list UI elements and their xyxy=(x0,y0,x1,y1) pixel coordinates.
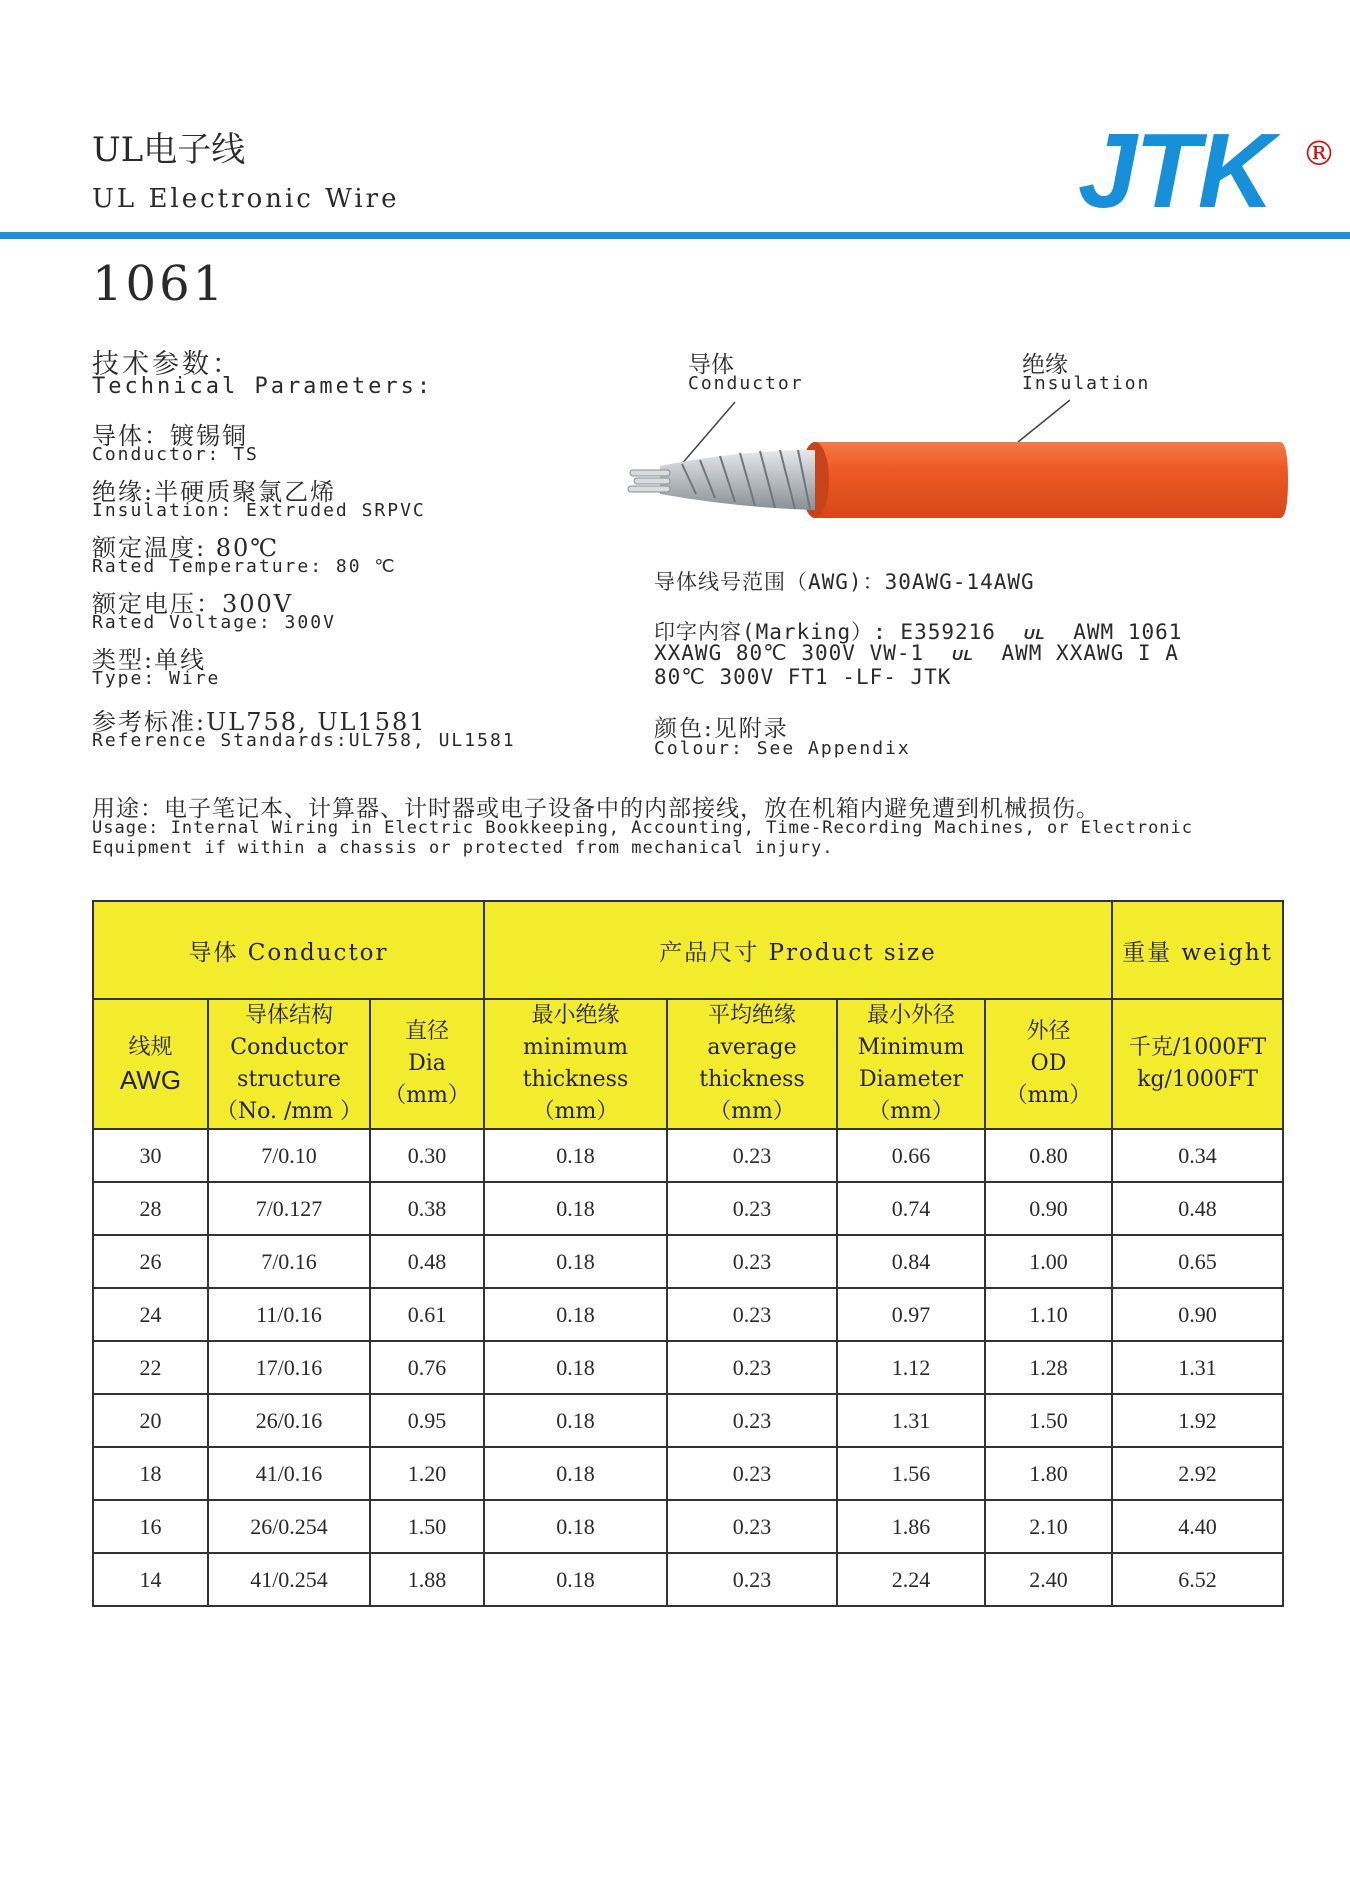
cell-awg: 18 xyxy=(93,1447,208,1500)
model-number: 1061 xyxy=(92,256,227,312)
cell-min-thickness: 0.18 xyxy=(484,1341,667,1394)
col-header-od xyxy=(985,999,1112,1129)
cell-od: 1.28 xyxy=(985,1341,1112,1394)
table-group-header-row xyxy=(93,901,1283,999)
colour-en: Colour: See Appendix xyxy=(654,738,911,759)
cell-min-diameter: 1.56 xyxy=(837,1447,985,1500)
cell-avg-thickness: 0.23 xyxy=(667,1500,837,1553)
diagram-insulation-cn: 绝缘 xyxy=(1022,352,1068,378)
cell-dia: 0.38 xyxy=(370,1182,484,1235)
col-header-line: 线规 xyxy=(128,1035,173,1060)
cell-awg: 16 xyxy=(93,1500,208,1553)
col-header-structure xyxy=(208,999,370,1129)
group-header-weight: 重量 weight xyxy=(1112,901,1283,999)
cell-weight: 0.34 xyxy=(1112,1129,1283,1182)
diagram-conductor-en: Conductor xyxy=(688,373,804,394)
spec-table xyxy=(92,900,1284,1607)
marking-line-2 xyxy=(654,641,1179,665)
registered-mark: ® xyxy=(1302,134,1336,174)
col-header-line: Dia xyxy=(408,1051,446,1076)
cell-avg-thickness: 0.23 xyxy=(667,1341,837,1394)
cell-dia: 0.76 xyxy=(370,1341,484,1394)
table-row xyxy=(93,1447,1283,1500)
cell-weight: 0.65 xyxy=(1112,1235,1283,1288)
col-header-line: thickness xyxy=(699,1067,805,1092)
table-row xyxy=(93,1394,1283,1447)
cell-min-thickness: 0.18 xyxy=(484,1129,667,1182)
cell-min-diameter: 0.74 xyxy=(837,1182,985,1235)
cell-weight: 0.90 xyxy=(1112,1288,1283,1341)
params-heading-en: Technical Parameters: xyxy=(92,374,434,399)
cell-avg-thickness: 0.23 xyxy=(667,1182,837,1235)
cell-min-diameter: 1.31 xyxy=(837,1394,985,1447)
page-title-en: UL Electronic Wire xyxy=(92,184,400,214)
usage-en-line-2: Equipment if within a chassis or protected from mechanical injury. xyxy=(92,838,834,858)
table-row xyxy=(93,1500,1283,1553)
cell-awg: 20 xyxy=(93,1394,208,1447)
param-insulation-cn: 绝缘:半硬质聚氯乙烯 xyxy=(92,478,337,506)
cell-od: 1.50 xyxy=(985,1394,1112,1447)
usage-cn: 用途：电子笔记本、计算器、计时器或电子设备中的内部接线，放在机箱内避免遭到机械损伤。 xyxy=(92,796,1100,822)
cell-dia: 1.88 xyxy=(370,1553,484,1606)
marking-line-3: 80℃ 300V FT1 -LF- JTK xyxy=(654,665,952,689)
cell-awg: 22 xyxy=(93,1341,208,1394)
col-header-line: kg/1000FT xyxy=(1137,1067,1258,1092)
col-header-min-thickness xyxy=(484,999,667,1129)
cell-min-thickness: 0.18 xyxy=(484,1553,667,1606)
cell-structure: 7/0.10 xyxy=(208,1129,370,1182)
col-header-line: Conductor xyxy=(230,1035,348,1060)
cell-od: 0.80 xyxy=(985,1129,1112,1182)
params-heading-cn: 技术参数： xyxy=(92,349,242,380)
marking-text-2: XXAWG 80℃ 300V VW-1 xyxy=(654,641,925,665)
cell-structure: 26/0.254 xyxy=(208,1500,370,1553)
table-row xyxy=(93,1182,1283,1235)
col-header-dia xyxy=(370,999,484,1129)
cell-avg-thickness: 0.23 xyxy=(667,1235,837,1288)
col-header-line: 平均绝缘 xyxy=(707,1003,796,1028)
cell-weight: 0.48 xyxy=(1112,1182,1283,1235)
col-header-line: 最小外径 xyxy=(866,1003,955,1028)
cell-avg-thickness: 0.23 xyxy=(667,1129,837,1182)
brand-logo: JTK xyxy=(1078,112,1273,230)
param-insulation-en: Insulation: Extruded SRPVC xyxy=(92,500,426,521)
col-header-line: Diameter xyxy=(858,1067,964,1092)
param-type-cn: 类型:单线 xyxy=(92,646,207,674)
cell-dia: 0.95 xyxy=(370,1394,484,1447)
cell-awg: 14 xyxy=(93,1553,208,1606)
ul-recognized-icon: UL xyxy=(951,647,974,664)
awg-range: 导体线号范围（AWG)：30AWG-14AWG xyxy=(654,570,1035,594)
col-header-line: 导体结构 xyxy=(244,1003,333,1028)
cell-structure: 41/0.16 xyxy=(208,1447,370,1500)
col-header-line: 直径 xyxy=(404,1019,449,1044)
cell-structure: 11/0.16 xyxy=(208,1288,370,1341)
cell-od: 1.80 xyxy=(985,1447,1112,1500)
col-header-line: 千克/1000FT xyxy=(1128,1035,1267,1060)
marking-text-2-tail: AWM XXAWG I A xyxy=(1001,641,1179,665)
cell-awg: 24 xyxy=(93,1288,208,1341)
col-header-line: （No. /mm ） xyxy=(215,1099,363,1124)
cell-avg-thickness: 0.23 xyxy=(667,1447,837,1500)
param-temperature-cn: 额定温度: 80℃ xyxy=(92,534,280,562)
cell-awg: 28 xyxy=(93,1182,208,1235)
col-header-line: structure xyxy=(237,1067,341,1092)
usage-en-line-1: Usage: Internal Wiring in Electric Bookkeeping, Accounting, Time-Recording Machines, or Electronic xyxy=(92,818,1194,838)
col-header-line: （mm） xyxy=(532,1099,619,1124)
cell-dia: 0.61 xyxy=(370,1288,484,1341)
cell-structure: 7/0.16 xyxy=(208,1235,370,1288)
group-header-product-size: 产品尺寸 Product size xyxy=(484,901,1112,999)
cell-min-thickness: 0.18 xyxy=(484,1394,667,1447)
diagram-insulation-en: Insulation xyxy=(1022,373,1151,394)
col-header-line: minimum xyxy=(523,1035,628,1060)
col-header-weight xyxy=(1112,999,1283,1129)
param-standards-cn: 参考标准:UL758, UL1581 xyxy=(92,708,427,736)
cell-od: 1.10 xyxy=(985,1288,1112,1341)
cell-min-diameter: 2.24 xyxy=(837,1553,985,1606)
col-header-line: OD xyxy=(1030,1051,1067,1076)
param-voltage-en: Rated Voltage: 300V xyxy=(92,612,336,633)
cell-min-diameter: 0.84 xyxy=(837,1235,985,1288)
table-row xyxy=(93,1553,1283,1606)
col-header-line: average xyxy=(707,1035,797,1060)
col-header-line: （mm） xyxy=(1005,1083,1092,1108)
col-header-awg xyxy=(93,999,208,1129)
cell-dia: 0.30 xyxy=(370,1129,484,1182)
cell-structure: 17/0.16 xyxy=(208,1341,370,1394)
page-title-cn: UL电子线 xyxy=(92,130,246,170)
cell-avg-thickness: 0.23 xyxy=(667,1394,837,1447)
cell-min-diameter: 0.97 xyxy=(837,1288,985,1341)
cell-od: 0.90 xyxy=(985,1182,1112,1235)
col-header-line: Minimum xyxy=(857,1035,965,1060)
colour-cn: 颜色:见附录 xyxy=(654,716,789,742)
table-column-header-row xyxy=(93,999,1283,1129)
cell-dia: 1.50 xyxy=(370,1500,484,1553)
param-conductor-en: Conductor: TS xyxy=(92,444,259,465)
cell-weight: 6.52 xyxy=(1112,1553,1283,1606)
cell-structure: 7/0.127 xyxy=(208,1182,370,1235)
cell-min-diameter: 0.66 xyxy=(837,1129,985,1182)
cell-avg-thickness: 0.23 xyxy=(667,1553,837,1606)
param-voltage-cn: 额定电压：300V xyxy=(92,590,294,618)
col-header-min-diameter xyxy=(837,999,985,1129)
cell-min-thickness: 0.18 xyxy=(484,1500,667,1553)
cell-weight: 4.40 xyxy=(1112,1500,1283,1553)
cell-avg-thickness: 0.23 xyxy=(667,1288,837,1341)
marking-text-1-tail: AWM 1061 xyxy=(1073,620,1183,644)
cell-dia: 0.48 xyxy=(370,1235,484,1288)
cell-awg: 26 xyxy=(93,1235,208,1288)
param-conductor-cn: 导体：镀锡铜 xyxy=(92,422,248,450)
ul-recognized-icon: UL xyxy=(1023,626,1046,643)
header-divider xyxy=(0,232,1350,239)
param-temperature-en: Rated Temperature: 80 ℃ xyxy=(92,556,397,577)
table-row xyxy=(93,1341,1283,1394)
cell-dia: 1.20 xyxy=(370,1447,484,1500)
cell-min-diameter: 1.12 xyxy=(837,1341,985,1394)
col-header-line: 外径 xyxy=(1026,1019,1071,1044)
cell-structure: 26/0.16 xyxy=(208,1394,370,1447)
cell-min-thickness: 0.18 xyxy=(484,1182,667,1235)
table-row xyxy=(93,1129,1283,1182)
group-header-conductor: 导体 Conductor xyxy=(93,901,484,999)
table-row xyxy=(93,1235,1283,1288)
table-row xyxy=(93,1288,1283,1341)
cell-awg: 30 xyxy=(93,1129,208,1182)
col-header-line: 最小绝缘 xyxy=(531,1003,620,1028)
cell-min-thickness: 0.18 xyxy=(484,1235,667,1288)
wire-illustration xyxy=(620,390,1300,530)
col-header-line: thickness xyxy=(522,1067,629,1092)
col-header-line: （mm） xyxy=(868,1099,954,1124)
cell-min-thickness: 0.18 xyxy=(484,1447,667,1500)
marking-text-1: 印字内容(Marking）: E359216 xyxy=(654,620,996,644)
col-header-line: AWG xyxy=(119,1065,182,1095)
col-header-line: （mm） xyxy=(709,1099,795,1124)
cell-od: 1.00 xyxy=(985,1235,1112,1288)
cell-od: 2.10 xyxy=(985,1500,1112,1553)
param-standards-en: Reference Standards:UL758, UL1581 xyxy=(92,730,516,751)
col-header-line: （mm） xyxy=(384,1083,470,1108)
diagram-conductor-cn: 导体 xyxy=(688,352,734,378)
cell-weight: 2.92 xyxy=(1112,1447,1283,1500)
cell-od: 2.40 xyxy=(985,1553,1112,1606)
col-header-avg-thickness xyxy=(667,999,837,1129)
cell-weight: 1.31 xyxy=(1112,1341,1283,1394)
cell-min-diameter: 1.86 xyxy=(837,1500,985,1553)
cell-structure: 41/0.254 xyxy=(208,1553,370,1606)
param-type-en: Type: Wire xyxy=(92,668,221,689)
cell-weight: 1.92 xyxy=(1112,1394,1283,1447)
cell-min-thickness: 0.18 xyxy=(484,1288,667,1341)
table-body xyxy=(93,1129,1283,1606)
